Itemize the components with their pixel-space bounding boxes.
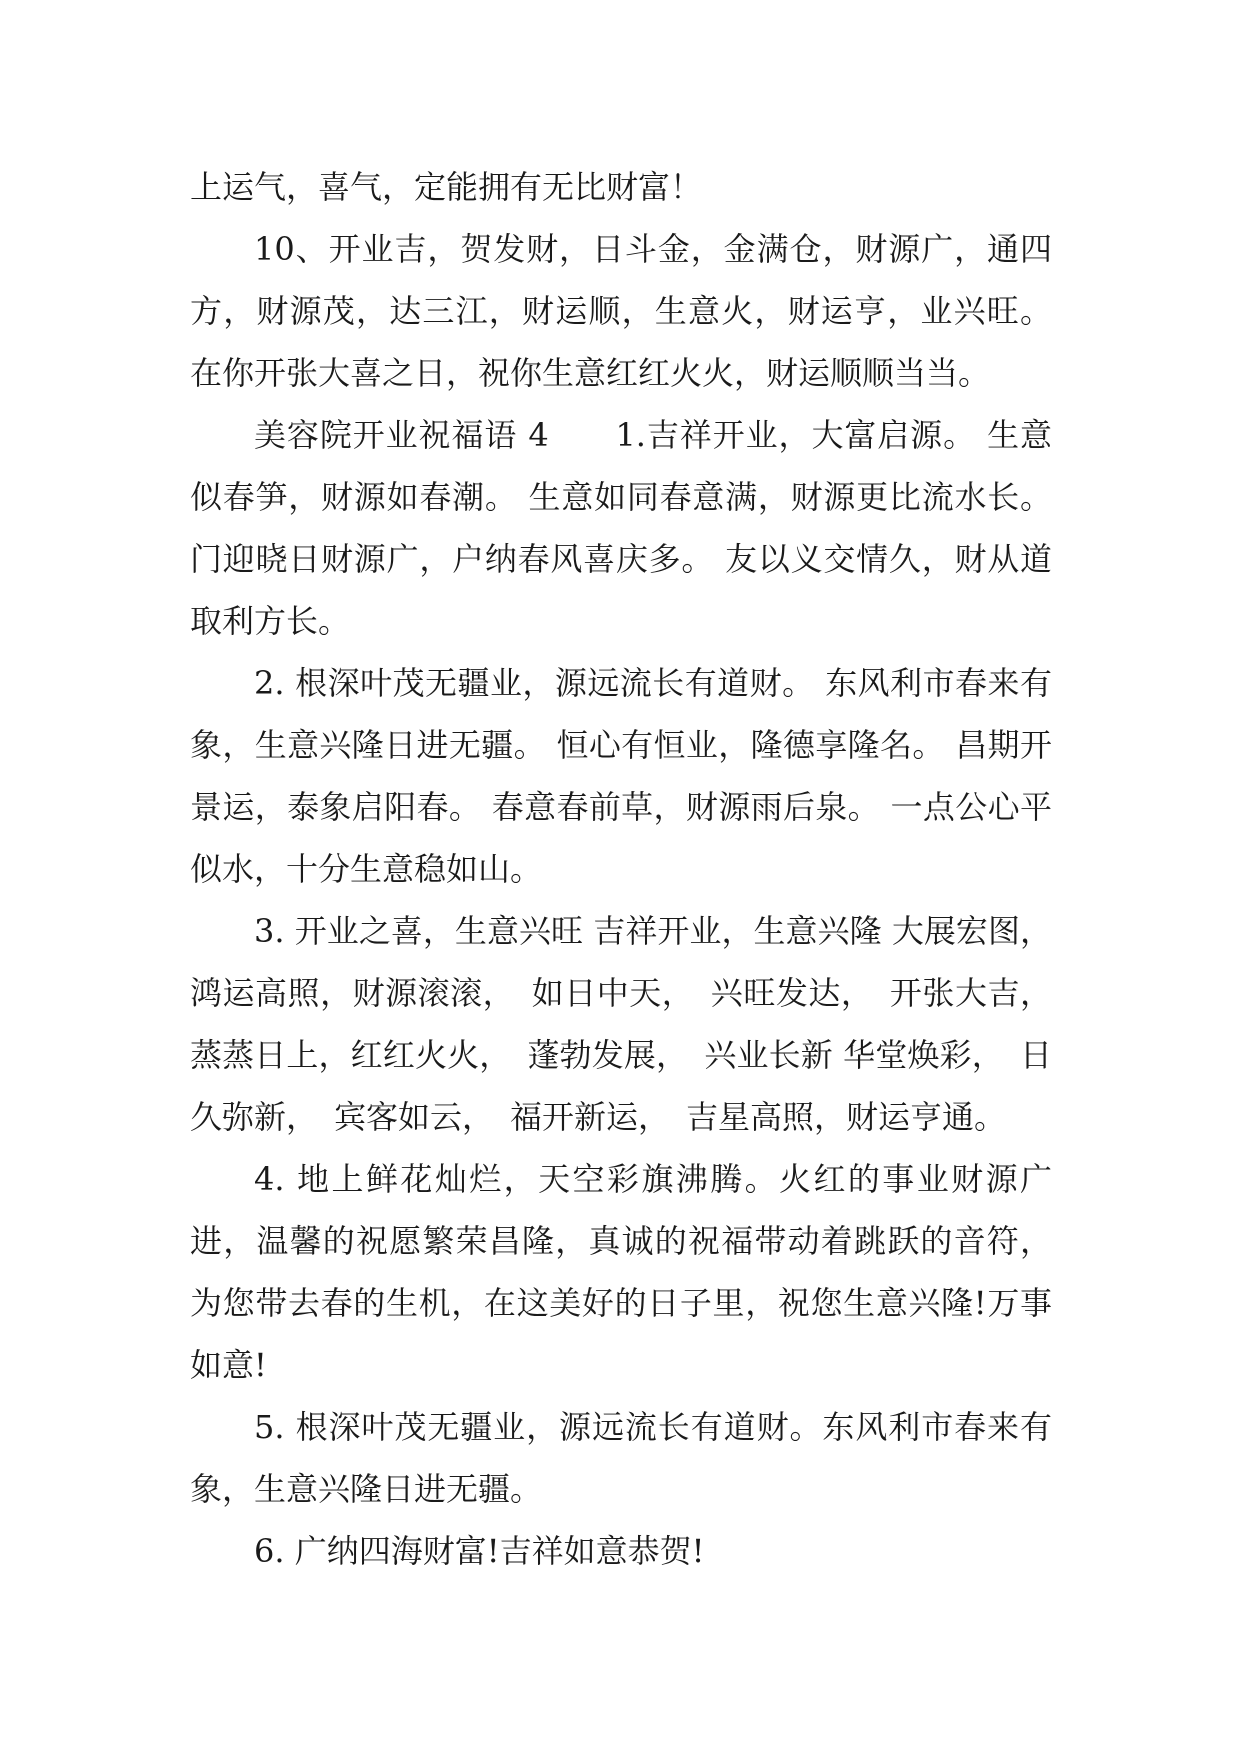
paragraph-item-6: 6. 广纳四海财富!吉祥如意恭贺! (254, 1532, 705, 1570)
paragraph-item-4: 4. 地上鲜花灿烂，天空彩旗沸腾。火红的事业财源广进，温馨的祝愿繁荣昌隆，真诚的祝福带动着跳跃的音符，为您带去春的生机，在这美好的日子里，祝您生意兴隆!万事如意! (190, 1160, 1052, 1384)
paragraph-section-4-item-1: 美容院开业祝福语 4 1.吉祥开业，大富启源。 生意似春笋，财源如春潮。 生意如同春意满，财源更比流水长。 门迎晓日财源广，户纳春风喜庆多。 友以义交情久，财从道取利方长。 (190, 416, 1063, 640)
paragraph-item-3: 3. 开业之喜，生意兴旺 吉祥开业，生意兴隆 大展宏图，鸿运高照，财源滚滚， 如日中天， 兴旺发达， 开张大吉，蒸蒸日上，红红火火， 蓬勃发展， 兴业长新 华堂焕彩， 日久弥新， 宾客如云， 福开新运， 吉星高照，财运亨通。 (190, 912, 1052, 1136)
paragraph-item-2: 2. 根深叶茂无疆业，源远流长有道财。 东风利市春来有象，生意兴隆日进无疆。 恒心有恒业，隆德享隆名。 昌期开景运，泰象启阳春。 春意春前草，财源雨后泉。 一点公心平似水，十分生意稳如山。 (190, 664, 1052, 888)
document-body (190, 156, 1063, 1582)
paragraph-item-5: 5. 根深叶茂无疆业，源远流长有道财。东风利市春来有象，生意兴隆日进无疆。 (190, 1408, 1052, 1508)
paragraph-item-10: 10、开业吉，贺发财，日斗金，金满仓，财源广，通四方，财源茂，达三江，财运顺，生意火，财运亨，业兴旺。在你开张大喜之日，祝你生意红红火火，财运顺顺当当。 (190, 230, 1052, 392)
paragraph-continuation: 上运气，喜气，定能拥有无比财富！ (190, 168, 703, 206)
